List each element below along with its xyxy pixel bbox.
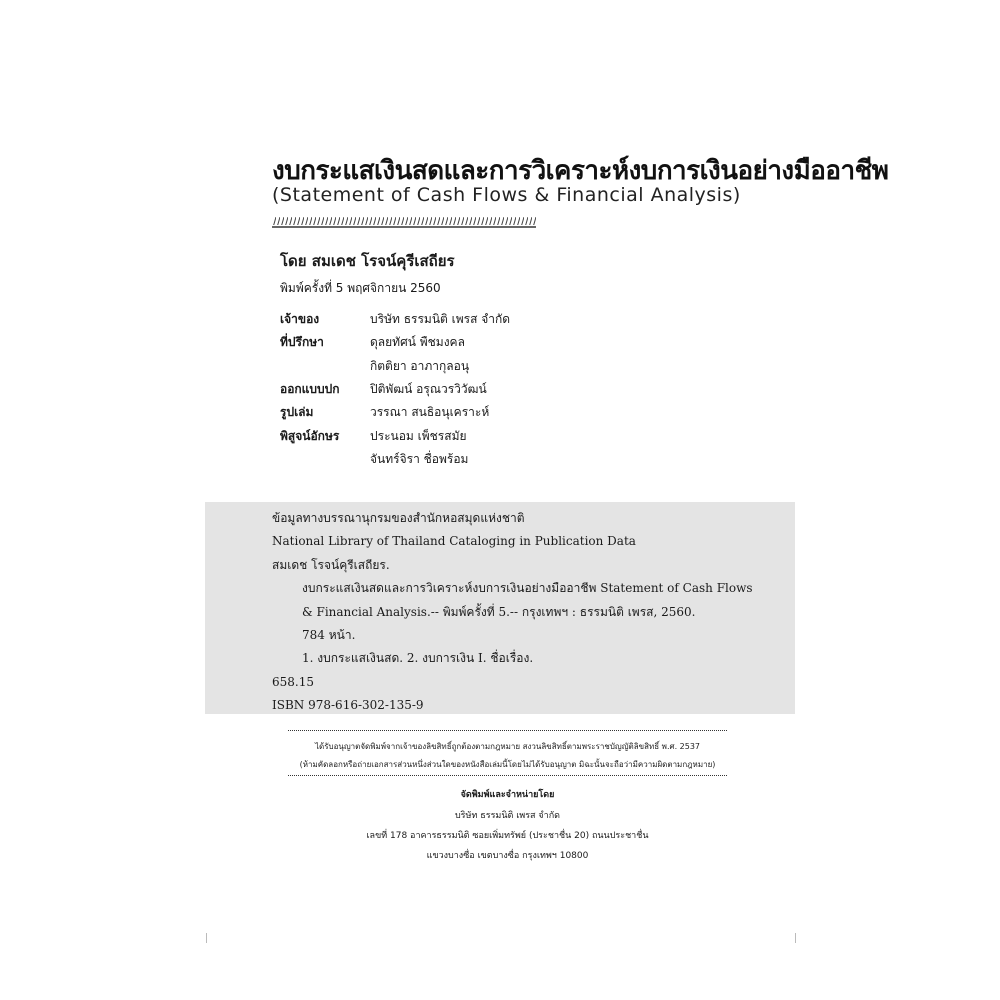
credit-name: วรรณา สนธิอนุเคราะห์ xyxy=(370,405,490,420)
credit-name: กิตติยา อาภากุลอนุ xyxy=(370,358,470,373)
credit-name: ประนอม เพ็ชรสมัย xyxy=(370,428,467,443)
publisher-heading: จัดพิมพ์และจำหน่ายโดย xyxy=(460,790,555,800)
credit-role: ออกแบบปก xyxy=(280,382,340,397)
cip-heading-english: National Library of Thailand Cataloging in Publication Data xyxy=(272,534,636,549)
credit-role: รูปเล่ม xyxy=(280,405,314,420)
credit-row xyxy=(280,424,510,447)
credits-list xyxy=(280,308,510,471)
credit-row xyxy=(280,448,510,471)
credit-row xyxy=(280,308,510,331)
cip-title-line: งบกระแสเงินสดและการวิเคราะห์งบการเงินอย่างมืออาชีพ Statement of Cash Flows xyxy=(302,581,753,596)
credit-name: ปิติพัฒน์ อรุณวรวิวัฒน์ xyxy=(370,382,487,397)
credit-role: ที่ปรึกษา xyxy=(280,335,324,350)
edition-line: พิมพ์ครั้งที่ 5 พฤศจิกายน 2560 xyxy=(280,281,441,295)
book-title-english: (Statement of Cash Flows & Financial Analysis) xyxy=(272,184,741,206)
credit-role: เจ้าของ xyxy=(280,312,320,327)
cip-isbn: ISBN 978-616-302-135-9 xyxy=(272,698,424,713)
crop-mark xyxy=(206,933,207,943)
credit-name: จันทร์จิรา ชื่อพร้อม xyxy=(370,451,469,466)
cip-author: สมเดช โรจน์คุรีเสถียร. xyxy=(272,557,390,572)
cip-classification: 658.15 xyxy=(272,674,314,689)
book-title-thai: งบกระแสเงินสดและการวิเคราะห์งบการเงินอย่างมืออาชีพ xyxy=(272,156,889,186)
cip-subjects: 1. งบกระแสเงินสด. 2. งบการเงิน I. ชื่อเรื่อง. xyxy=(302,651,534,666)
credit-row xyxy=(280,378,510,401)
crop-mark xyxy=(795,933,796,943)
dotted-divider xyxy=(288,730,727,731)
cip-pages: 784 หน้า. xyxy=(302,627,356,642)
publisher-address: เลขที่ 178 อาคารธรรมนิติ ซอยเพิ่มทรัพย์ (ประชาชื่น 20) ถนนประชาชื่น xyxy=(366,831,649,841)
decorative-hatch-divider xyxy=(272,217,536,231)
cip-data-text xyxy=(272,507,753,718)
copyright-warning: (ห้ามคัดลอกหรือถ่ายเอกสารส่วนหนึ่งส่วนใดของหนังสือเล่มนี้โดยไม่ได้รับอนุญาต มิฉะนั้นจะถือว่ามีความผิดตามกฎหมาย) xyxy=(299,760,716,769)
credit-row xyxy=(280,355,510,378)
publisher-name: บริษัท ธรรมนิติ เพรส จำกัด xyxy=(454,811,561,821)
dotted-divider xyxy=(288,775,727,776)
cip-title-line: & Financial Analysis.-- พิมพ์ครั้งที่ 5.-- กรุงเทพฯ : ธรรมนิติ เพรส, 2560. xyxy=(302,604,696,619)
author-line: โดย สมเดช โรจน์คุรีเสถียร xyxy=(280,252,455,270)
credit-role: พิสูจน์อักษร xyxy=(280,428,340,443)
credit-row xyxy=(280,331,510,354)
cip-heading-thai: ข้อมูลทางบรรณานุกรมของสำนักหอสมุดแห่งชาติ xyxy=(272,511,525,525)
publisher-address: แขวงบางซื่อ เขตบางซื่อ กรุงเทพฯ 10800 xyxy=(426,851,589,861)
credit-row xyxy=(280,401,510,424)
credit-name: ดุลยทัศน์ พืชมงคล xyxy=(370,335,465,350)
credit-name: บริษัท ธรรมนิติ เพรส จำกัด xyxy=(370,312,511,327)
copyright-notice: ได้รับอนุญาตจัดพิมพ์จากเจ้าของลิขสิทธิ์ถูกต้องตามกฎหมาย สงวนลิขสิทธิ์ตามพระราชบัญญัติลิขสิทธิ์ พ.ศ. 2537 xyxy=(314,742,701,751)
